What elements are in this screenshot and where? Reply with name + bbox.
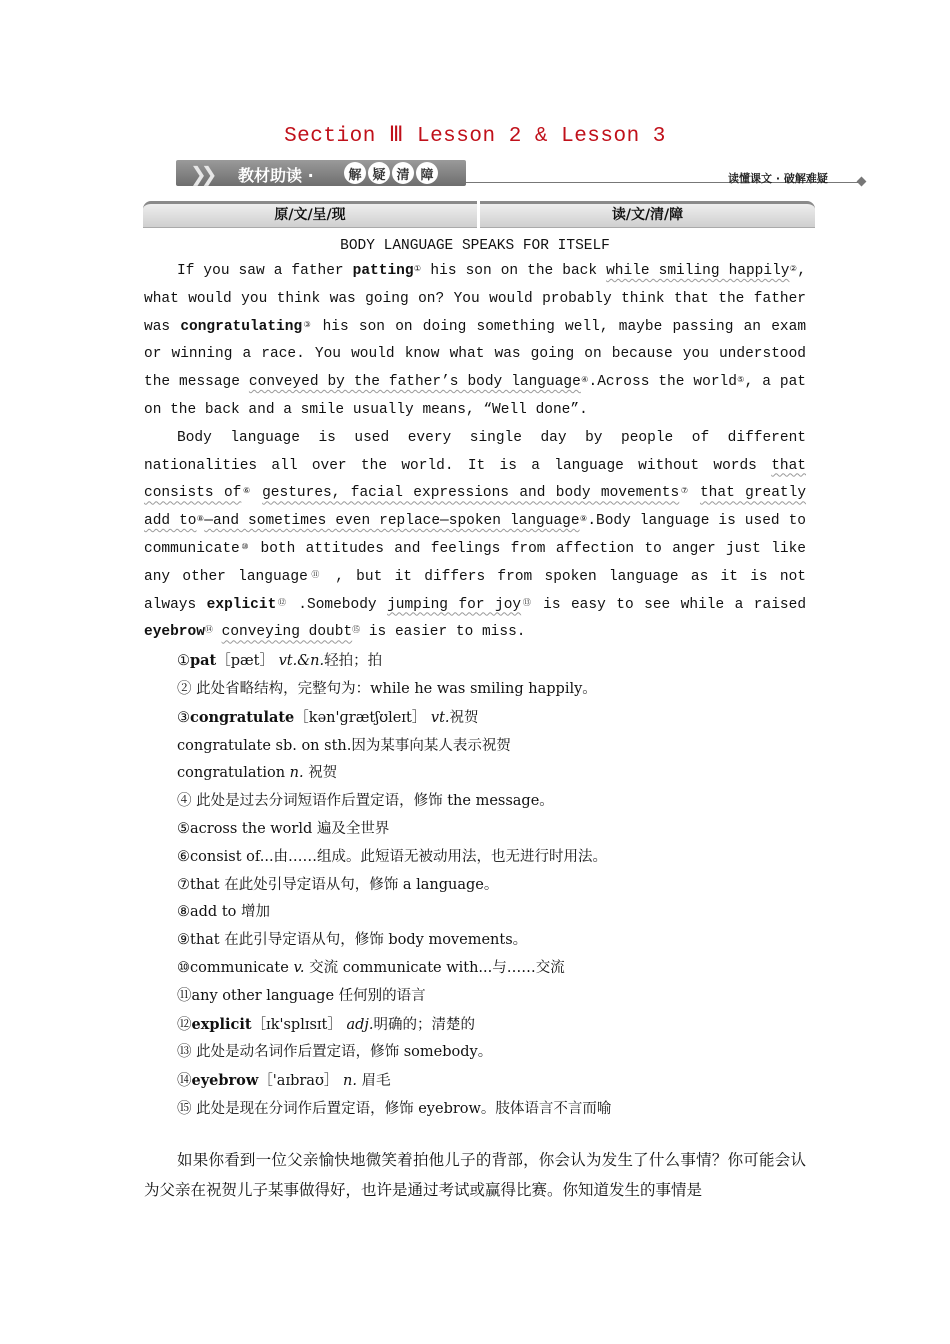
note-9: ⑨that 在此引导定语从句，修饰 body movements。 [177,932,528,949]
note-word: congratulation [177,765,290,782]
text: , what would you think was going on? You would probably think that the father was [144,263,807,335]
text [213,624,222,640]
note-ref: ⑩ [239,542,251,552]
underlined-phrase: while smiling happily [606,263,790,279]
note-14 [144,1067,806,1096]
note-ref: ② [789,265,798,274]
pos: adj. [346,1016,374,1033]
underlined-phrase: that consists of [144,457,806,502]
note-ref: ③ [302,320,313,330]
note-3b: congratulate sb. on sth.因为某事向某人表示祝贺 [177,737,511,754]
meaning: 祝贺 [303,765,338,782]
section-banner [176,158,876,190]
note-15: ⑮ 此处是现在分词作后置定语，修饰 eyebrow。肢体语言不言而喻 [177,1100,612,1117]
phonetic: ［pæt］ [216,653,279,670]
note-num: ⑫ [177,1016,192,1033]
note-word: ⑩communicate [177,959,294,976]
note-ref: ⑫ [276,598,288,608]
text: his son on the back [421,263,607,279]
text [690,485,700,501]
note-8: ⑧add to 增加 [177,904,270,921]
text: his son on doing something well, maybe passing an exam or winning a race. You would know what was going on because you understood the message [144,318,807,391]
text: If you saw a father [177,263,353,279]
text [252,485,262,501]
pos: vt.&n. [278,653,325,670]
underlined-phrase: gestures, facial expressions and body movements [262,485,680,502]
banner-title: 教材助读 · [238,166,314,185]
note-3 [144,704,806,733]
note-ref: ⑥ [241,487,252,497]
double-chevron-icon: ❯❯ [190,162,212,186]
note-ref: ① [413,265,422,274]
text: .Somebody [287,596,388,613]
keyword: eyebrow [144,624,205,641]
note-ref: ⑮ [352,626,361,636]
text: .Body language is used to communicate [144,513,806,557]
note-ref: ⑦ [679,487,690,497]
note-6: ⑥consist of...由……组成。此短语无被动用法，也无进行时用法。 [177,848,608,865]
note-3c [144,760,806,788]
banner-pill: 疑 [368,162,390,184]
pos: n. [289,765,304,782]
underlined-phrase: conveying doubt [221,624,353,641]
banner-pill: 解 [344,162,366,184]
note-7: ⑦that 在此处引导定语从句，修饰 a language。 [177,876,499,893]
diamond-icon [857,177,867,187]
note-ref: ⑪ [307,570,323,580]
underlined-phrase: that greatly add to [144,485,807,530]
text: .Across the world [588,374,737,391]
text: Body language is used every single day by people of different nationalities all over the world. It is a language without words [144,429,806,474]
column-headers [143,201,815,228]
underlined-phrase: jumping for joy [387,596,522,613]
chinese-translation: 如果你看到一位父亲愉快地微笑着拍他儿子的背部，你会认为发生了什么事情？你可能会认为父亲在祝贺儿子某事做得好，也许是通过考试或赢得比赛。你知道发生的事情是 [144,1151,806,1199]
phonetic: ［'aɪbraʊ］ [258,1073,344,1090]
note-num: ⑭ [177,1073,192,1090]
page-title: Section Ⅲ Lesson 2 & Lesson 3 [284,125,666,148]
note-word: congratulate [190,708,295,726]
note-4: ④ 此处是过去分词短语作后置定语，修饰 the message。 [177,793,554,810]
note-word: explicit [191,1015,252,1033]
note-ref: ⑨ [579,515,588,525]
note-ref: ④ [580,376,589,386]
keyword: explicit [206,596,277,613]
underlined-phrase: conveyed by the father’s body language [248,374,581,391]
meaning: 明确的；清楚的 [373,1016,476,1033]
note-11: ⑪any other language 任何别的语言 [177,987,426,1004]
note-ref: ⑭ [204,626,213,636]
phonetic: ［ɪk'splɪsɪt］ [251,1016,347,1033]
column-header-notes: 读/文/清/障 [480,201,815,228]
text: is easy to see while a raised [532,596,807,613]
pos: v. [293,959,305,976]
passage-title: BODY LANGUAGE SPEAKS FOR ITSELF [340,238,610,254]
banner-subtitle: 读懂课文 · 破解难疑 [728,172,828,185]
pos: vt. [430,709,450,726]
note-num: ① [177,653,190,670]
paragraph-2 [144,425,806,647]
note-ref: ⑤ [736,376,745,386]
banner-pill: 障 [416,162,438,184]
pos: n. [343,1073,357,1090]
meaning: 祝贺 [449,709,479,726]
note-word: pat [190,652,217,670]
note-5: ⑤across the world 遍及全世界 [177,820,390,837]
note-12 [144,1011,806,1040]
note-1 [144,647,806,676]
meaning: 眉毛 [357,1073,391,1090]
paragraph-1 [144,258,806,425]
main-content [144,234,806,1124]
text: is easier to miss. [360,624,526,641]
note-2: ② 此处省略结构，完整句为：while he was smiling happily。 [177,680,597,697]
underlined-phrase: —and sometimes even replace—spoken language [204,513,580,530]
note-ref: ⑬ [521,598,533,608]
notes-list [144,647,806,1124]
note-num: ③ [177,709,190,726]
note-word: eyebrow [191,1072,259,1090]
meaning: 轻拍；拍 [324,653,383,670]
keyword: congratulating [180,318,303,335]
text: both attitudes and feelings from affection to anger just like any other language [144,540,807,585]
note-13: ⑬ 此处是动名词作后置定语，修饰 somebody。 [177,1044,493,1061]
note-10 [144,955,806,983]
banner-pills [344,162,438,184]
meaning: 交流 communicate with...与……交流 [304,959,565,976]
text: , but it differs from spoken language as it is not always [144,568,807,613]
text: , a pat on the back and a smile usually means, “Well done”. [144,374,806,418]
note-ref: ⑧ [196,515,205,525]
column-header-original: 原/文/呈/现 [143,201,477,228]
banner-pill: 清 [392,162,414,184]
keyword: patting [352,263,414,279]
phonetic: ［kən'ɡrætʃʊleɪt］ [294,709,431,726]
